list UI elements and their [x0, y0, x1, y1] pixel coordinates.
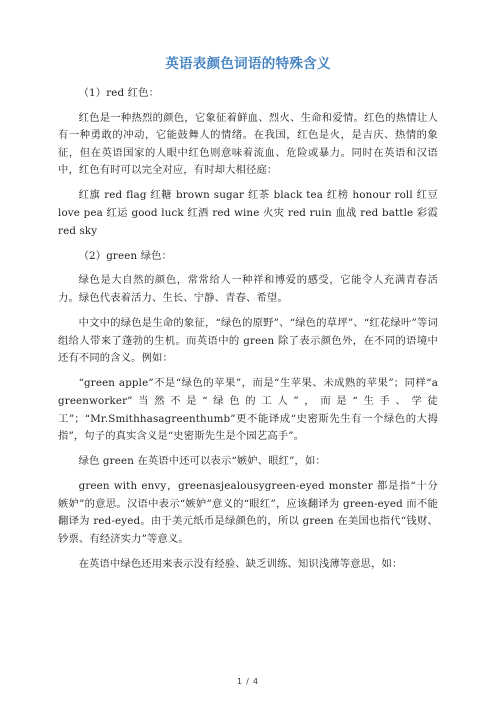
paragraph-green-examples: “green apple”不是“绿色的苹果”，而是“生苹果、未成熟的苹果”；同样“a greenworker”当然不是“绿色的工人”，而是“生手、学徒工”；“Mr.Smithhasagreenthumb”更不能译成“史密斯先生有一个绿色的大拇指”，句子的真实含义是“史密斯先生是个园艺高手”。 [58, 377, 438, 443]
paragraph-red-examples: 红旗 red flag 红糖 brown sugar 红茶 black tea 红榜 honour roll 红豆 love pea 红运 good luck 红酒 red wine 火灾 red ruin 血战 red battle 彩霞 red sky [58, 189, 438, 237]
paragraph-green-inexperience: 在英语中绿色还用来表示没有经验、缺乏训练、知识浅薄等意思，如： [78, 558, 403, 571]
paragraph-green-envy: 绿色 green 在英语中还可以表示“嫉妒、眼红”，如： [78, 455, 326, 468]
paragraph-green-intro: 绿色是大自然的颜色，常常给人一种祥和博爱的感受，它能令人充满青春活力。绿色代表着活力、生长、宁静、青春、希望。 [58, 274, 438, 304]
paragraph-red-intro: 红色是一种热烈的颜色，它象征着鲜血、烈火、生命和爱情。红色的热情让人有一种勇敢的冲动，它能鼓舞人的情绪。在我国，红色是火，是吉庆、热情的象征，但在英语国家的人眼中红色则意味着流血、危险或暴力。同时在英语和汉语中，红色有时可以完全对应，有时却大相径庭： [58, 111, 438, 177]
section-heading-red: （1）red 红色： [78, 87, 160, 99]
section-heading-green: （2）green 绿色： [78, 249, 173, 262]
page-indicator: 1 / 4 [237, 677, 259, 686]
paragraph-green-eyed: green with envy，greenasjealousygreen-eyed monster 都是指“十分嫉妒”的意思。汉语中表示“嫉妒”意义的“眼红”，应该翻译为 green-eyed 而不能翻译为 red-eyed。由于美元纸币是绿颜色的，所以 green 在美国也指代“钱财、钞票、有经济实力”等意义。 [58, 480, 438, 546]
document-title: 英语表颜色词语的特殊含义 [165, 56, 331, 72]
paragraph-green-chinese: 中文中的绿色是生命的象征，“绿色的原野”、“绿色的草坪”、“红花绿叶”等词组给人带来了蓬勃的生机。而英语中的 green 除了表示颜色外，在不同的语境中还有不同的含义。例如： [58, 317, 438, 365]
